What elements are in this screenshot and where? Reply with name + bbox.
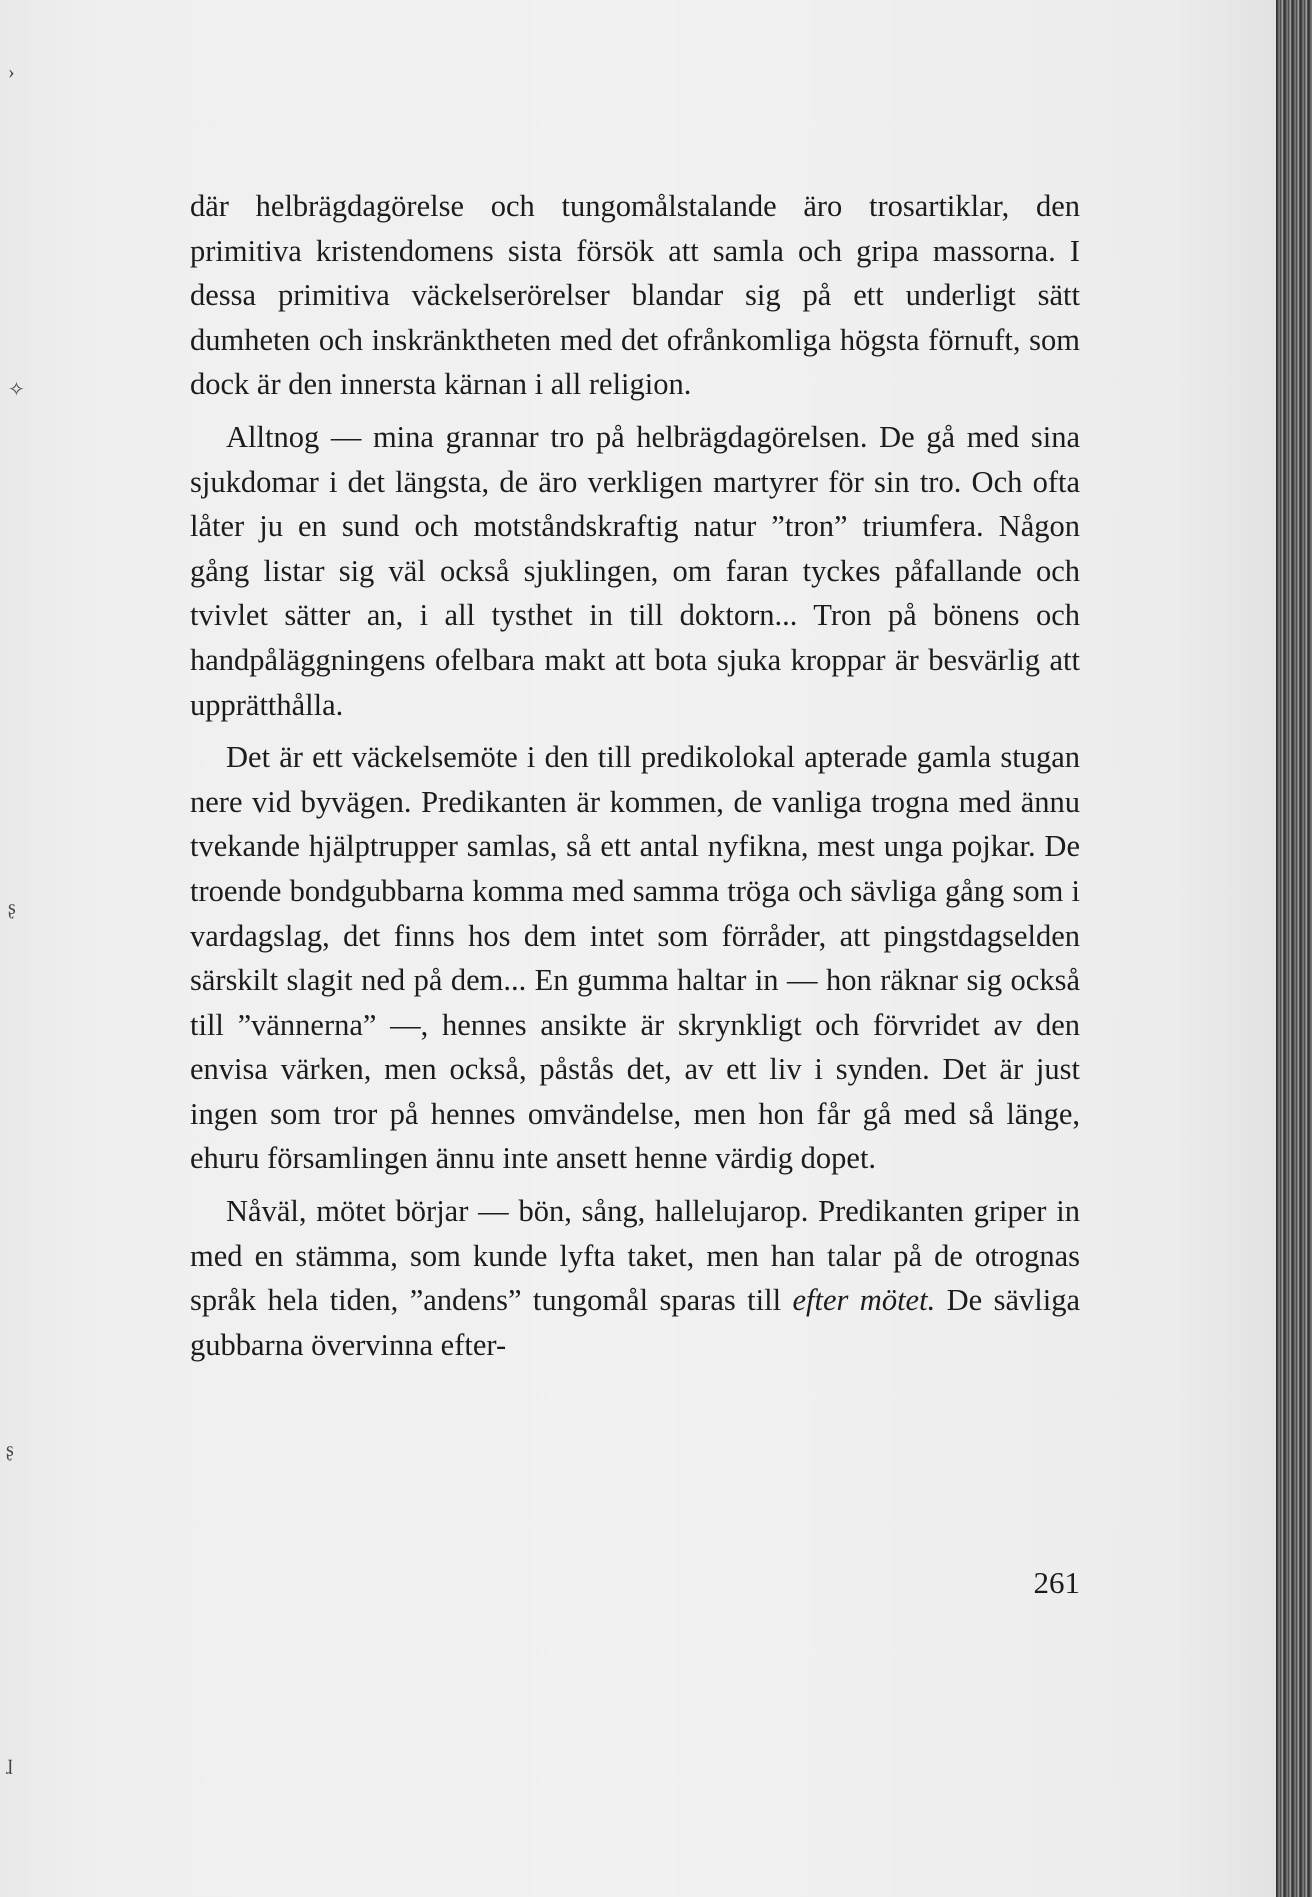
paragraph bbox=[190, 1189, 1080, 1367]
page-number: 261 bbox=[1033, 1565, 1080, 1600]
paragraph-text: De sävliga gubbarna övervinna efter- bbox=[190, 1283, 1080, 1362]
body-text bbox=[190, 184, 1080, 1375]
margin-mark: › bbox=[8, 61, 15, 83]
margin-mark: ʂ bbox=[8, 897, 16, 919]
margin-mark: ʂ bbox=[6, 1439, 14, 1461]
paragraph: Alltnog — mina grannar tro på helbrägdagörelsen. De gå med sina sjukdomar i det längsta, de äro verkligen martyrer för sin tro. Och ofta låter ju en sund och motståndskraftig natur ”tron” triumfera. Någon gång listar sig väl också sjuklingen, om faran tyckes påfallande och tvivlet sätter an, i all tysthet in till doktorn... Tron på bönens och handpåläggningens ofelbara makt att bota sjuka kroppar är besvärlig att upprätthålla. bbox=[190, 419, 1080, 722]
margin-mark: ✧ bbox=[8, 379, 25, 401]
book-page-edge bbox=[1276, 0, 1312, 1897]
paragraph: där helbrägdagörelse och tungomålstalande äro trosartiklar, den primitiva kristendomens sista försök att samla och gripa massorna. I dessa primitiva väckelserörelser blandar sig på ett underligt sätt dumheten och inskränktheten med det ofrånkomliga högsta förnuft, som dock är den innersta kärnan i all religion. bbox=[190, 189, 1080, 402]
italic-phrase: efter mötet. bbox=[792, 1283, 936, 1318]
paragraph: Det är ett väckelsemöte i den till predikolokal apterade gamla stugan nere vid byvägen. Predikanten är kommen, de vanliga trogna med ännu tvekande hjälptrupper samlas, så ett antal nyfikna, mest unga pojkar. De troende bondgubbarna komma med samma tröga och sävliga gång som i vardagslag, det finns hos dem intet som förråder, att pingstdagselden särskilt slagit ned på dem... En gumma haltar in — hon räknar sig också till ”vännerna” —, hennes ansikte är skrynkligt och förvridet av den envisa värken, men också, påstås det, av ett liv i synden. Det är just ingen som tror på hennes omvändelse, men hon får gå med så länge, ehuru församlingen ännu inte ansett henne värdig dopet. bbox=[190, 740, 1080, 1176]
margin-mark: ɺ bbox=[6, 1757, 13, 1779]
paragraph-text: Nåväl, mötet börjar — bön, sång, hallelujarop. Predikanten griper in med en stämma, som kunde lyfta taket, men han talar på de otrognas språk hela tiden, ”andens” tungomål sparas till bbox=[190, 1194, 1080, 1318]
